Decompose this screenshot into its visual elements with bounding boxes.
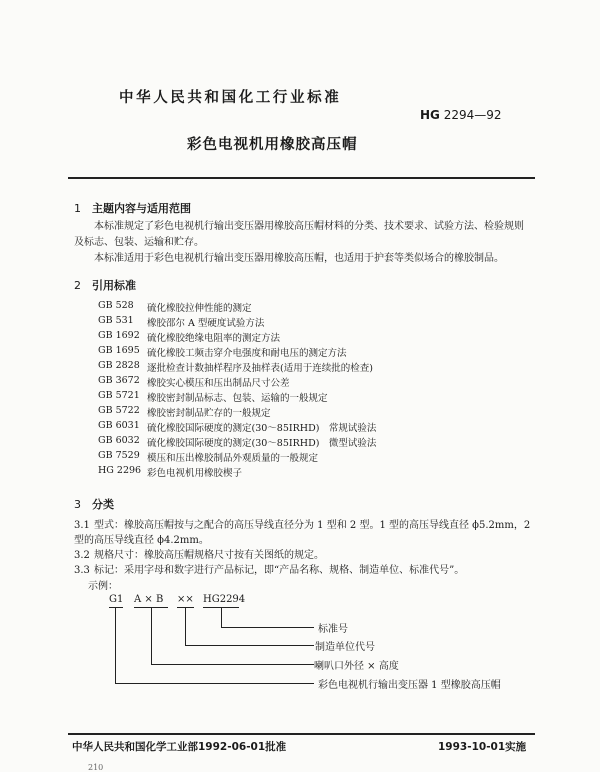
section-1-title: 主题内容与适用范围 [92, 202, 191, 215]
header-divider [68, 177, 535, 179]
marking-g1: G1 [109, 594, 124, 605]
reference-code: GB 6031 [98, 420, 140, 431]
reference-code: GB 5722 [98, 405, 140, 416]
section-1-number: 1 [74, 202, 81, 215]
clause-3-2 [74, 548, 324, 564]
reference-title: 硫化橡胶国际硬度的测定(30～85IRHD) 常规试验法 [147, 423, 377, 434]
clause-3-2-number: 3.2 [74, 550, 90, 561]
clause-3-3 [74, 563, 464, 579]
clause-3-1-line1 [74, 518, 530, 534]
reference-code: GB 1692 [98, 330, 140, 341]
standard-code-prefix: HG [420, 108, 440, 122]
reference-title: 硫化橡胶国际硬度的测定(30～85IRHD) 微型试验法 [147, 438, 377, 449]
reference-code: HG 2296 [98, 465, 142, 476]
reference-title: 硫化橡胶工频击穿介电强度和耐电压的测定方法 [147, 348, 347, 359]
reference-title: 橡胶密封制品标志、包装、运输的一般规定 [147, 393, 328, 404]
clause-3-2-text: 规格尺寸：橡胶高压帽规格尺寸按有关图纸的规定。 [94, 550, 324, 561]
document-title: 彩色电视机用橡胶高压帽 [187, 137, 358, 153]
reference-title: 硫化橡胶绝缘电阻率的测定方法 [147, 333, 281, 344]
leader-product-vertical [115, 607, 116, 684]
reference-code: GB 6032 [98, 435, 140, 446]
standard-category: 中华人民共和国化工行业标准 [119, 90, 342, 106]
clause-3-1-line2: 型的高压导线直径 ϕ4.2mm。 [74, 535, 209, 546]
leader-standard-vertical [221, 607, 222, 628]
clause-3-3-text: 标记：采用字母和数字进行产品标记，即“产品名称、规格、制造单位、标准代号”。 [94, 565, 465, 576]
section-1-para2: 本标准适用于彩色电视机行输出变压器用橡胶高压帽，也适用于护套等类似场合的橡胶制品。 [94, 253, 504, 264]
example-label: 示例： [88, 581, 118, 592]
section-3-heading [74, 496, 114, 512]
reference-code: GB 1695 [98, 345, 140, 356]
label-standard-number: 标准号 [318, 624, 348, 635]
leader-size-vertical [151, 607, 152, 665]
reference-title: 逐批检查计数抽样程序及抽样表(适用于连续批的检查) [147, 363, 373, 374]
reference-code: GB 7529 [98, 450, 140, 461]
section-3-title: 分类 [92, 498, 114, 511]
clause-3-1-text: 型式：橡胶高压帽按与之配合的高压导线直径分为 1 型和 2 型。1 型的高压导线直径 ϕ5.2mm，2 [94, 520, 531, 531]
section-1-heading [74, 200, 191, 216]
marking-size: A × B [134, 594, 164, 605]
section-2-title: 引用标准 [92, 279, 136, 292]
clause-3-3-number: 3.3 [74, 565, 90, 576]
page-number: 210 [88, 763, 104, 772]
approval-date: 中华人民共和国化学工业部1992-06-01批准 [72, 741, 287, 753]
label-product-name: 彩色电视机行输出变压器 1 型橡胶高压帽 [318, 680, 501, 691]
clause-3-1-number: 3.1 [74, 520, 90, 531]
leader-standard-horizontal [221, 627, 314, 628]
section-2-number: 2 [74, 279, 81, 292]
reference-title: 模压和压出橡胶制品外观质量的一般规定 [147, 453, 319, 464]
label-manufacturer-code: 制造单位代号 [315, 642, 375, 653]
marking-maker: ×× [177, 594, 194, 605]
reference-title: 橡胶邵尔 A 型硬度试验方法 [147, 318, 265, 329]
reference-title: 橡胶密封制品贮存的一般规定 [147, 408, 271, 419]
reference-code: GB 528 [98, 300, 134, 311]
underline-g1 [109, 607, 123, 608]
reference-code: GB 3672 [98, 375, 140, 386]
label-size: 喇叭口外径 × 高度 [314, 661, 399, 672]
leader-maker-vertical [185, 607, 186, 646]
leader-maker-horizontal [185, 645, 314, 646]
leader-product-horizontal [115, 683, 314, 684]
standard-code [420, 108, 502, 122]
standard-number: 2294—92 [443, 108, 502, 122]
section-1-para1-line1: 本标准规定了彩色电视机行输出变压器用橡胶高压帽材料的分类、技术要求、试验方法、检验规则 [94, 221, 524, 232]
effective-date: 1993-10-01实施 [438, 741, 527, 753]
reference-code: GB 2828 [98, 360, 140, 371]
section-2-heading [74, 277, 136, 293]
footer-divider [68, 733, 535, 735]
reference-code: GB 531 [98, 315, 134, 326]
marking-standard: HG2294 [203, 594, 246, 605]
reference-title: 硫化橡胶拉伸性能的测定 [147, 303, 252, 314]
reference-title: 橡胶实心模压和压出制品尺寸公差 [147, 378, 290, 389]
leader-size-horizontal [151, 664, 314, 665]
section-3-number: 3 [74, 498, 81, 511]
section-1-para1-line2: 及标志、包装、运输和贮存。 [74, 237, 204, 248]
reference-code: GB 5721 [98, 390, 140, 401]
reference-title: 彩色电视机用橡胶楔子 [147, 468, 243, 479]
